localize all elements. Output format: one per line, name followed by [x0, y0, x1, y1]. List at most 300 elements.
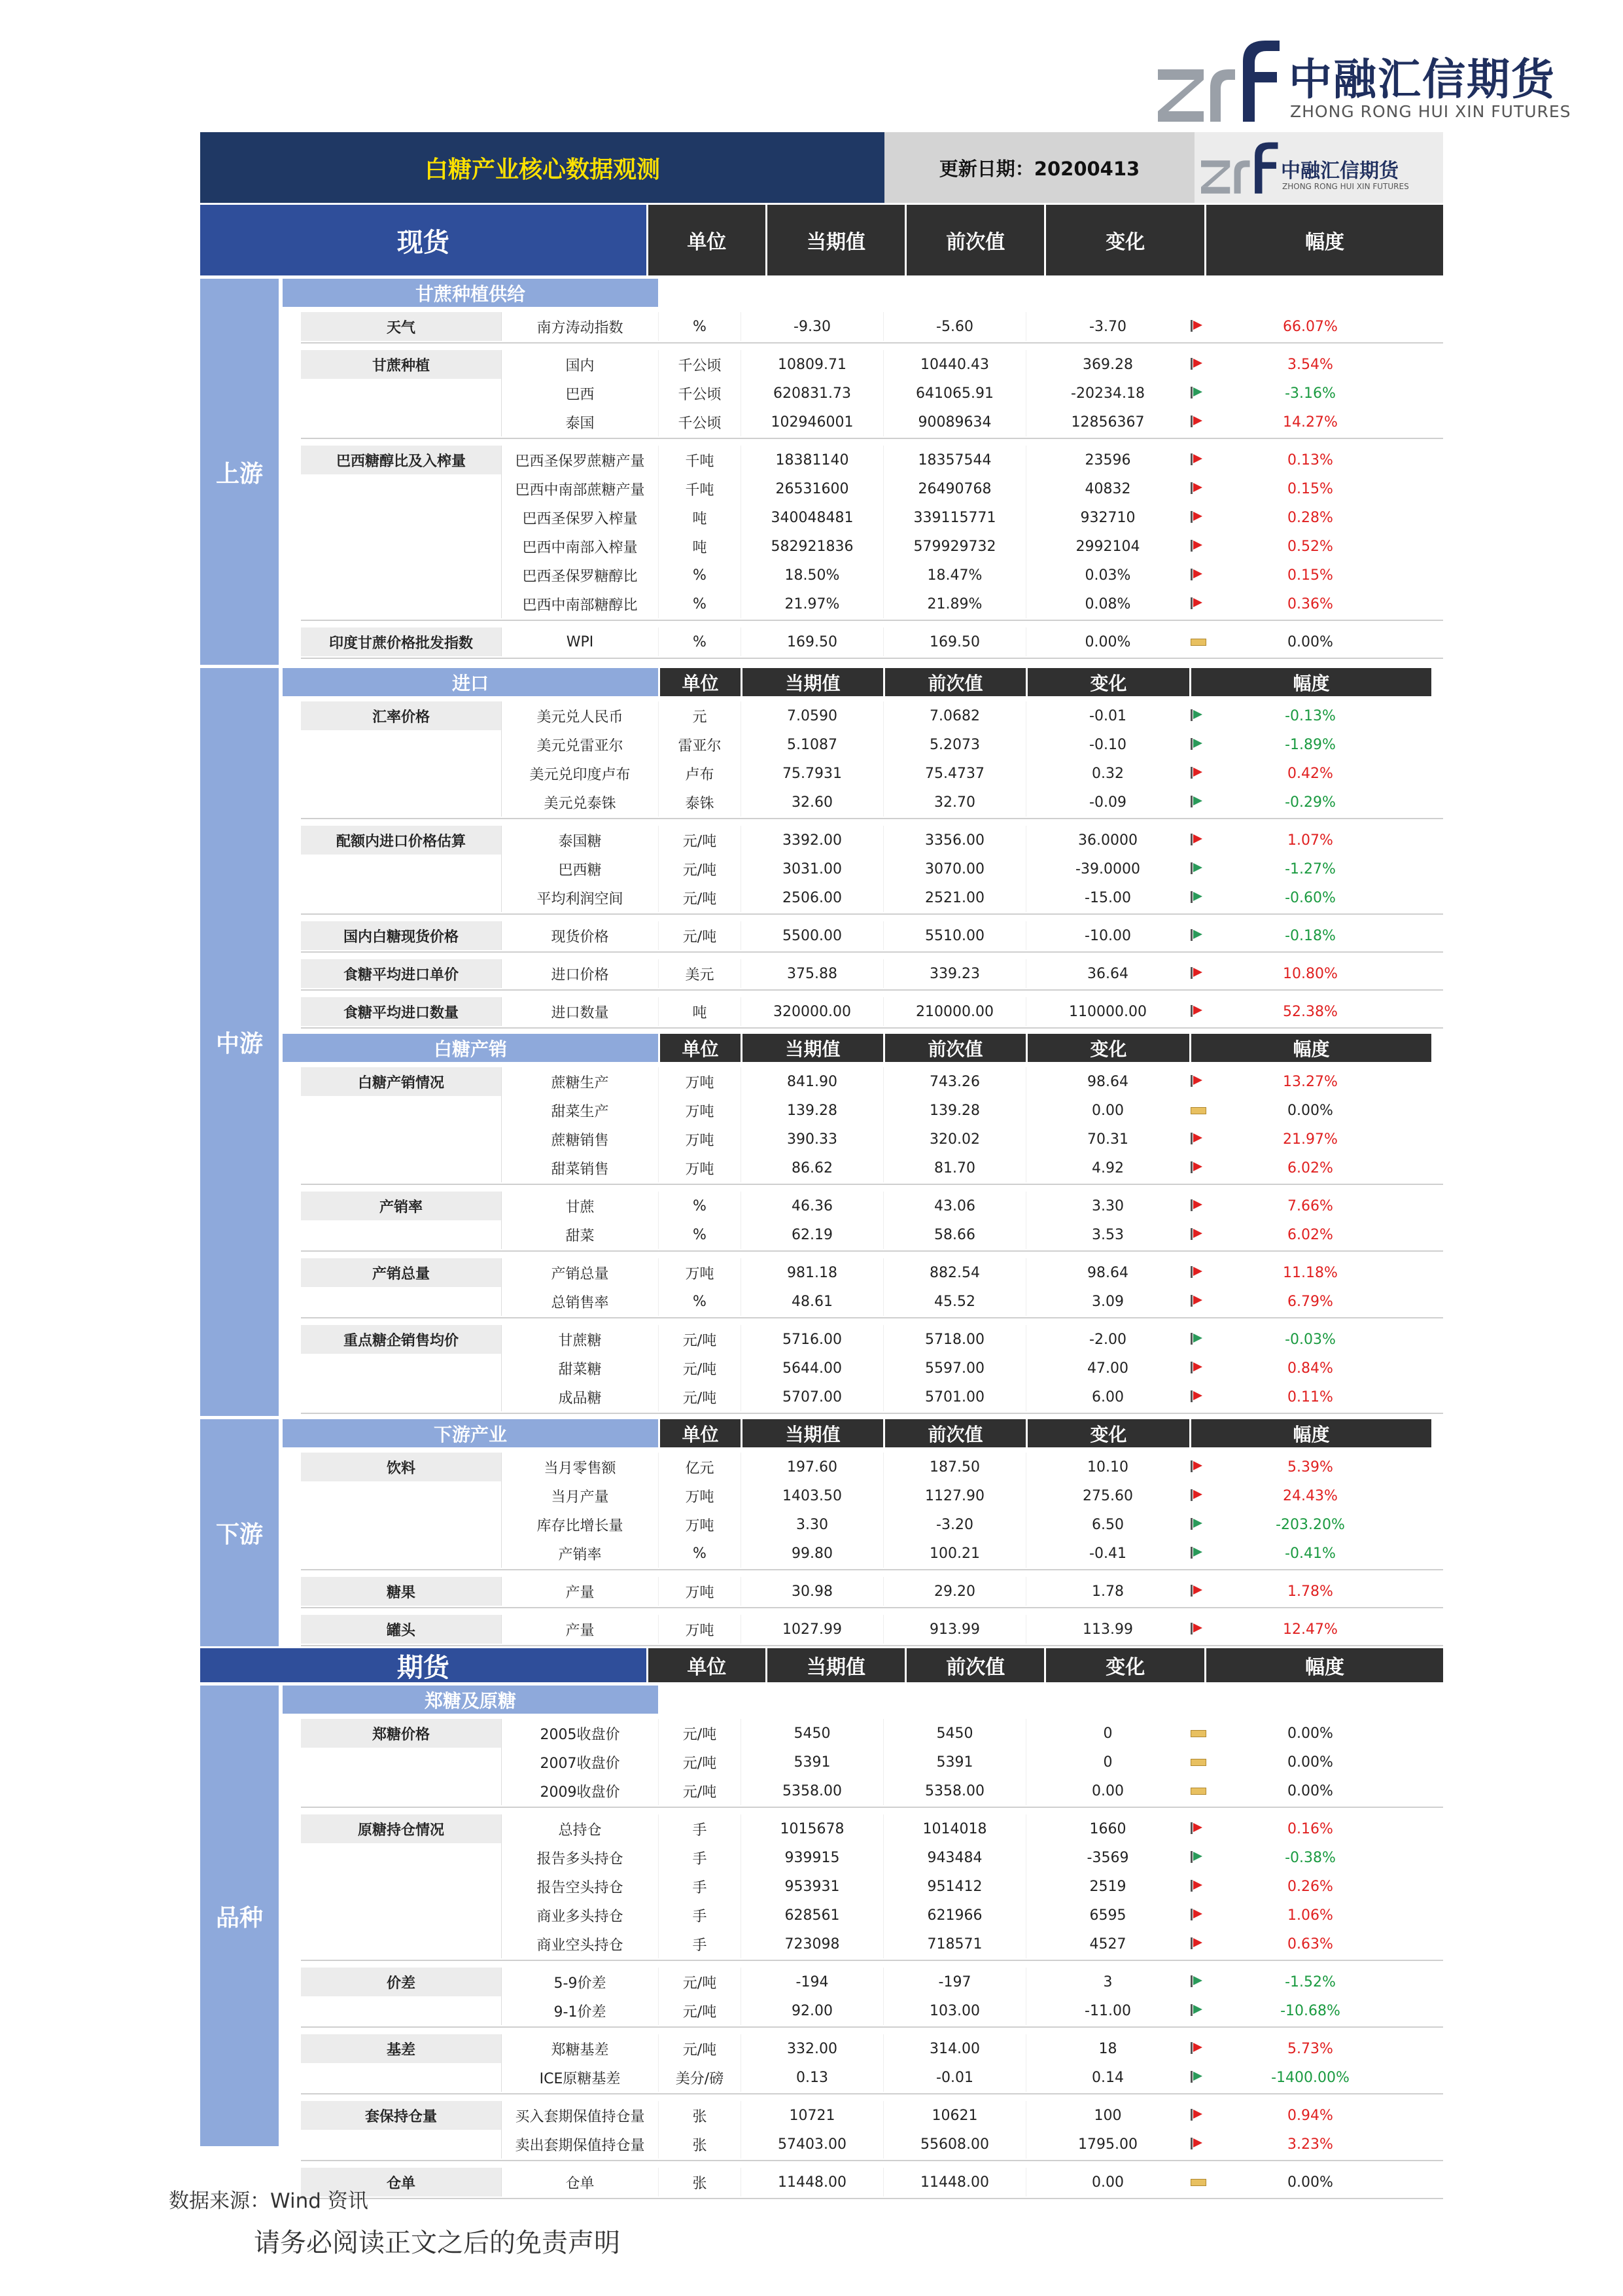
current-value: 1015678	[741, 1814, 883, 1843]
column-header-unit: 单位	[658, 1034, 741, 1062]
change-value: 0.32	[1026, 759, 1189, 788]
previous-value: 43.06	[883, 1192, 1026, 1220]
previous-value: 1014018	[883, 1814, 1026, 1843]
stage-group	[200, 668, 1443, 1416]
table-row	[301, 2034, 1443, 2063]
category-label: 价差	[301, 1968, 501, 1996]
green-flag-icon	[1191, 2004, 1205, 2016]
stage-body	[283, 1686, 1443, 2192]
table-row	[301, 446, 1443, 474]
table-row	[301, 730, 1443, 759]
column-header-pct: 幅度	[1206, 1648, 1443, 1682]
pct-cell	[1189, 1510, 1431, 1539]
table-row	[301, 1901, 1443, 1930]
item-label: 平均利润空间	[501, 883, 658, 912]
data-block	[301, 700, 1443, 819]
pct-value: -0.38%	[1285, 1849, 1336, 1866]
data-block	[301, 1813, 1443, 1961]
green-flag-icon	[1191, 1975, 1205, 1987]
column-header-change: 变化	[1026, 1034, 1189, 1062]
unit-cell: 元/吨	[658, 1719, 741, 1748]
previous-value: 5597.00	[883, 1354, 1026, 1383]
data-block	[301, 1257, 1443, 1318]
item-label: 巴西圣保罗蔗糖产量	[501, 446, 658, 474]
change-value: 70.31	[1026, 1125, 1189, 1154]
unit-cell: 吨	[658, 532, 741, 561]
unit-cell: 泰铢	[658, 788, 741, 817]
unit-cell: 元/吨	[658, 1776, 741, 1805]
item-label: 美元兑泰铢	[501, 788, 658, 817]
table-row	[301, 759, 1443, 788]
flat-bar-icon	[1191, 1727, 1205, 1739]
category-label	[301, 1154, 501, 1182]
current-value: 5707.00	[741, 1383, 883, 1411]
current-value: 3.30	[741, 1510, 883, 1539]
table-row	[301, 350, 1443, 379]
pct-cell	[1189, 855, 1431, 883]
previous-value: 10621	[883, 2101, 1026, 2130]
category-label	[301, 408, 501, 436]
section-header	[283, 1419, 1443, 1447]
pct-value: 21.97%	[1283, 1131, 1338, 1148]
previous-value: 45.52	[883, 1287, 1026, 1316]
category-label	[301, 1383, 501, 1411]
pct-value: 0.42%	[1287, 765, 1333, 782]
pct-value: 0.36%	[1287, 595, 1333, 612]
change-value: 4.92	[1026, 1154, 1189, 1182]
pct-cell	[1189, 2130, 1431, 2159]
current-value: 5391	[741, 1748, 883, 1776]
column-header-row	[200, 205, 1443, 275]
data-block	[301, 1324, 1443, 1414]
category-label: 白糖产销情况	[301, 1067, 501, 1096]
pct-cell	[1189, 627, 1431, 656]
pct-value: 0.15%	[1287, 480, 1333, 497]
pct-cell	[1189, 2101, 1431, 2130]
pct-value: 12.47%	[1283, 1621, 1338, 1638]
current-value: 21.97%	[741, 590, 883, 618]
previous-value: 5450	[883, 1719, 1026, 1748]
category-label	[301, 1996, 501, 2025]
item-label: 总持仓	[501, 1814, 658, 1843]
previous-value: 5510.00	[883, 921, 1026, 950]
change-value: 3	[1026, 1968, 1189, 1996]
current-value: 10721	[741, 2101, 883, 2130]
column-header-pct: 幅度	[1189, 668, 1431, 696]
table-row	[301, 1154, 1443, 1182]
category-label: 套保持仓量	[301, 2101, 501, 2130]
current-value: -9.30	[741, 312, 883, 341]
green-flag-icon	[1191, 1518, 1205, 1530]
unit-cell: 千公顷	[658, 408, 741, 436]
red-flag-icon	[1191, 2109, 1205, 2121]
previous-value: 579929732	[883, 532, 1026, 561]
column-header-previous: 前次值	[883, 1419, 1026, 1447]
table-row	[301, 2168, 1443, 2197]
section-heading: 现货	[200, 205, 648, 275]
change-value: -0.10	[1026, 730, 1189, 759]
previous-value: 621966	[883, 1901, 1026, 1930]
category-label: 食糖平均进口单价	[301, 959, 501, 988]
unit-cell: 手	[658, 1872, 741, 1901]
pct-value: 7.66%	[1287, 1197, 1333, 1214]
category-label	[301, 2130, 501, 2159]
unit-cell: 手	[658, 1814, 741, 1843]
category-label	[301, 1901, 501, 1930]
current-value: 939915	[741, 1843, 883, 1872]
column-header-previous: 前次值	[907, 205, 1046, 275]
unit-cell: 手	[658, 1901, 741, 1930]
pct-value: 1.07%	[1287, 832, 1333, 849]
table-row	[301, 1067, 1443, 1096]
previous-value: 100.21	[883, 1539, 1026, 1568]
change-value: 0.00	[1026, 2168, 1189, 2197]
item-label: 甜菜生产	[501, 1096, 658, 1125]
section-heading: 期货	[200, 1648, 648, 1682]
unit-cell: %	[658, 590, 741, 618]
pct-cell	[1189, 1996, 1431, 2025]
change-value: 110000.00	[1026, 997, 1189, 1026]
pct-value: -1400.00%	[1271, 2069, 1350, 2086]
previous-value: 882.54	[883, 1258, 1026, 1287]
category-label: 印度甘蔗价格批发指数	[301, 627, 501, 656]
red-flag-icon	[1191, 358, 1205, 370]
pct-cell	[1189, 1577, 1431, 1606]
item-label: 国内	[501, 350, 658, 379]
pct-cell	[1189, 1481, 1431, 1510]
column-header-unit: 单位	[648, 1648, 767, 1682]
data-block	[301, 1451, 1443, 1570]
item-label: 甜菜	[501, 1220, 658, 1249]
pct-cell	[1189, 1325, 1431, 1354]
item-label: 产销总量	[501, 1258, 658, 1287]
change-value: 113.99	[1026, 1615, 1189, 1644]
current-value: 320000.00	[741, 997, 883, 1026]
pct-value: 0.13%	[1287, 451, 1333, 468]
current-value: 2506.00	[741, 883, 883, 912]
unit-cell: 元/吨	[658, 883, 741, 912]
previous-value: 21.89%	[883, 590, 1026, 618]
brand-name-cn-small: 中融汇信期货	[1281, 160, 1399, 183]
previous-value: 641065.91	[883, 379, 1026, 408]
unit-cell: %	[658, 1539, 741, 1568]
category-label: 甘蔗种植	[301, 350, 501, 379]
category-label	[301, 532, 501, 561]
previous-value: 3070.00	[883, 855, 1026, 883]
data-block	[301, 626, 1443, 659]
red-flag-icon	[1191, 540, 1205, 552]
current-value: 197.60	[741, 1453, 883, 1481]
pct-value: 0.15%	[1287, 567, 1333, 584]
previous-value: -3.20	[883, 1510, 1026, 1539]
change-value: 2519	[1026, 1872, 1189, 1901]
unit-cell: 雷亚尔	[658, 730, 741, 759]
column-header-change: 变化	[1046, 1648, 1206, 1682]
change-value: 3.53	[1026, 1220, 1189, 1249]
item-label: 成品糖	[501, 1383, 658, 1411]
current-value: 1403.50	[741, 1481, 883, 1510]
unit-cell: 元/吨	[658, 855, 741, 883]
current-value: 26531600	[741, 474, 883, 503]
stage-group	[200, 1419, 1443, 1646]
pct-cell	[1189, 1067, 1431, 1096]
red-flag-icon	[1191, 1460, 1205, 1472]
previous-value: 29.20	[883, 1577, 1026, 1606]
pct-value: 0.16%	[1287, 1820, 1333, 1837]
category-label: 汇率价格	[301, 701, 501, 730]
table-row	[301, 788, 1443, 817]
green-flag-icon	[1191, 929, 1205, 941]
item-label: 美元兑印度卢布	[501, 759, 658, 788]
table-row	[301, 1814, 1443, 1843]
category-label	[301, 1748, 501, 1776]
current-value: 10809.71	[741, 350, 883, 379]
unit-cell: 吨	[658, 997, 741, 1026]
category-label	[301, 1843, 501, 1872]
brand-mark-icon	[1158, 38, 1282, 123]
change-value: 1795.00	[1026, 2130, 1189, 2159]
pct-value: 0.52%	[1287, 538, 1333, 555]
section-name: 甘蔗种植供给	[283, 279, 658, 307]
pct-value: 24.43%	[1283, 1487, 1338, 1504]
previous-value: -0.01	[883, 2063, 1026, 2092]
pct-cell	[1189, 1872, 1431, 1901]
red-flag-icon	[1191, 1199, 1205, 1211]
sheet-title: 白糖产业核心数据观测	[200, 132, 884, 203]
section-name: 下游产业	[283, 1419, 658, 1447]
change-value: 0	[1026, 1748, 1189, 1776]
change-value: 23596	[1026, 446, 1189, 474]
flat-bar-icon	[1191, 2176, 1205, 2187]
pct-cell	[1189, 2034, 1431, 2063]
table-row	[301, 2130, 1443, 2159]
category-label	[301, 503, 501, 532]
current-value: 841.90	[741, 1067, 883, 1096]
pct-value: 6.02%	[1287, 1159, 1333, 1176]
previous-value: 18357544	[883, 446, 1026, 474]
pct-value: 5.39%	[1287, 1458, 1333, 1475]
pct-cell	[1189, 350, 1431, 379]
pct-value: -203.20%	[1276, 1516, 1345, 1533]
item-label: 9-1价差	[501, 1996, 658, 2025]
pct-value: 0.26%	[1287, 1878, 1333, 1895]
pct-cell	[1189, 1615, 1431, 1644]
change-value: 98.64	[1026, 1258, 1189, 1287]
current-value: 5644.00	[741, 1354, 883, 1383]
column-header-change: 变化	[1046, 205, 1206, 275]
previous-value: 718571	[883, 1930, 1026, 1958]
column-header-change: 变化	[1026, 1419, 1189, 1447]
pct-cell	[1189, 1901, 1431, 1930]
column-header-current: 当期值	[741, 1419, 883, 1447]
category-label: 基差	[301, 2034, 501, 2063]
change-value: 0	[1026, 1719, 1189, 1748]
change-value: 6.00	[1026, 1383, 1189, 1411]
change-value: 18	[1026, 2034, 1189, 2063]
unit-cell: 张	[658, 2130, 741, 2159]
item-label: 产量	[501, 1615, 658, 1644]
category-label: 巴西糖醇比及入榨量	[301, 446, 501, 474]
previous-value: 320.02	[883, 1125, 1026, 1154]
change-value: 36.0000	[1026, 826, 1189, 855]
item-label: 巴西中南部入榨量	[501, 532, 658, 561]
change-value: 3.09	[1026, 1287, 1189, 1316]
previous-value: 5358.00	[883, 1776, 1026, 1805]
pct-cell	[1189, 2063, 1431, 2092]
red-flag-icon	[1191, 967, 1205, 979]
change-value: 932710	[1026, 503, 1189, 532]
category-label	[301, 379, 501, 408]
pct-value: 0.00%	[1287, 1102, 1333, 1119]
item-label: 南方涛动指数	[501, 312, 658, 341]
pct-value: 3.54%	[1287, 356, 1333, 373]
red-flag-icon	[1191, 1228, 1205, 1240]
red-flag-icon	[1191, 834, 1205, 845]
table-row	[301, 1383, 1443, 1411]
table-row	[301, 590, 1443, 618]
item-label: 泰国	[501, 408, 658, 436]
pct-cell	[1189, 1453, 1431, 1481]
green-flag-icon	[1191, 796, 1205, 807]
table-row	[301, 2063, 1443, 2092]
data-sheet	[200, 132, 1443, 2192]
table-row	[301, 379, 1443, 408]
unit-cell: 亿元	[658, 1453, 741, 1481]
pct-value: -0.03%	[1285, 1331, 1336, 1348]
unit-cell: 万吨	[658, 1615, 741, 1644]
pct-cell	[1189, 1748, 1431, 1776]
pct-value: 10.80%	[1283, 965, 1338, 982]
brand-name-en: ZHONG RONG HUI XIN FUTURES	[1290, 102, 1571, 121]
category-label	[301, 1510, 501, 1539]
item-label: 郑糖基差	[501, 2034, 658, 2063]
pct-value: -0.41%	[1285, 1545, 1336, 1562]
item-label: 甜菜糖	[501, 1354, 658, 1383]
item-label: 美元兑人民币	[501, 701, 658, 730]
column-header-current: 当期值	[741, 1034, 883, 1062]
current-value: 981.18	[741, 1258, 883, 1287]
pct-value: -0.13%	[1285, 707, 1336, 724]
table-row	[301, 1776, 1443, 1805]
change-value: -3569	[1026, 1843, 1189, 1872]
red-flag-icon	[1191, 320, 1205, 332]
category-label	[301, 1287, 501, 1316]
unit-cell: 卢布	[658, 759, 741, 788]
item-label: 商业空头持仓	[501, 1930, 658, 1958]
column-header-current: 当期值	[767, 1648, 907, 1682]
item-label: 总销售率	[501, 1287, 658, 1316]
item-label: 当月产量	[501, 1481, 658, 1510]
section-header	[283, 1034, 1443, 1062]
update-date: 更新日期：20200413	[884, 132, 1195, 203]
current-value: 628561	[741, 1901, 883, 1930]
category-label	[301, 730, 501, 759]
current-value: 75.7931	[741, 759, 883, 788]
change-value: 0.00%	[1026, 627, 1189, 656]
previous-value: 5391	[883, 1748, 1026, 1776]
previous-value: 103.00	[883, 1996, 1026, 2025]
current-value: 5500.00	[741, 921, 883, 950]
change-value: -2.00	[1026, 1325, 1189, 1354]
change-value: 40832	[1026, 474, 1189, 503]
previous-value: 951412	[883, 1872, 1026, 1901]
current-value: 18.50%	[741, 561, 883, 590]
category-label	[301, 788, 501, 817]
change-value: 12856367	[1026, 408, 1189, 436]
current-value: 7.0590	[741, 701, 883, 730]
pct-value: 0.11%	[1287, 1388, 1333, 1405]
data-block	[301, 444, 1443, 621]
pct-value: 14.27%	[1283, 414, 1338, 431]
red-flag-icon	[1191, 1880, 1205, 1892]
category-label: 食糖平均进口数量	[301, 997, 501, 1026]
green-flag-icon	[1191, 891, 1205, 903]
table-row	[301, 1220, 1443, 1249]
change-value: -10.00	[1026, 921, 1189, 950]
previous-value: 26490768	[883, 474, 1026, 503]
pct-cell	[1189, 1383, 1431, 1411]
pct-value: 52.38%	[1283, 1003, 1338, 1020]
previous-value: 943484	[883, 1843, 1026, 1872]
data-block	[301, 1190, 1443, 1252]
current-value: 99.80	[741, 1539, 883, 1568]
change-value: 275.60	[1026, 1481, 1189, 1510]
unit-cell: 万吨	[658, 1577, 741, 1606]
previous-value: 210000.00	[883, 997, 1026, 1026]
data-block	[301, 920, 1443, 953]
red-flag-icon	[1191, 1362, 1205, 1373]
unit-cell: 千吨	[658, 446, 741, 474]
pct-cell	[1189, 503, 1431, 532]
pct-value: 0.84%	[1287, 1360, 1333, 1377]
pct-cell	[1189, 408, 1431, 436]
pct-cell	[1189, 1354, 1431, 1383]
pct-cell	[1189, 1930, 1431, 1958]
data-block	[301, 1066, 1443, 1185]
stage-body	[283, 1419, 1443, 1646]
category-label: 罐头	[301, 1615, 501, 1644]
category-label	[301, 474, 501, 503]
table-row	[301, 1192, 1443, 1220]
brand-name-cn: 中融汇信期货	[1289, 54, 1556, 105]
unit-cell: 元/吨	[658, 1354, 741, 1383]
current-value: 48.61	[741, 1287, 883, 1316]
title-row	[200, 132, 1443, 203]
unit-cell: 手	[658, 1843, 741, 1872]
section-header	[283, 668, 1443, 696]
column-header-previous: 前次值	[883, 668, 1026, 696]
pct-cell	[1189, 1258, 1431, 1287]
flat-bar-icon	[1191, 1104, 1205, 1116]
unit-cell: %	[658, 312, 741, 341]
red-flag-icon	[1191, 1822, 1205, 1834]
pct-value: 0.00%	[1287, 2174, 1333, 2191]
data-block	[301, 349, 1443, 439]
data-block	[301, 996, 1443, 1029]
table-row	[301, 1096, 1443, 1125]
green-flag-icon	[1191, 709, 1205, 721]
pct-value: -0.18%	[1285, 927, 1336, 944]
category-label: 原糖持仓情况	[301, 1814, 501, 1843]
previous-value: 5718.00	[883, 1325, 1026, 1354]
pct-value: -1.52%	[1285, 1973, 1336, 1990]
current-value: 139.28	[741, 1096, 883, 1125]
section-name: 郑糖及原糖	[283, 1686, 658, 1714]
change-value: -0.41	[1026, 1539, 1189, 1568]
pct-value: 0.00%	[1287, 1725, 1333, 1742]
column-header-unit: 单位	[648, 205, 767, 275]
item-label: 蔗糖生产	[501, 1067, 658, 1096]
